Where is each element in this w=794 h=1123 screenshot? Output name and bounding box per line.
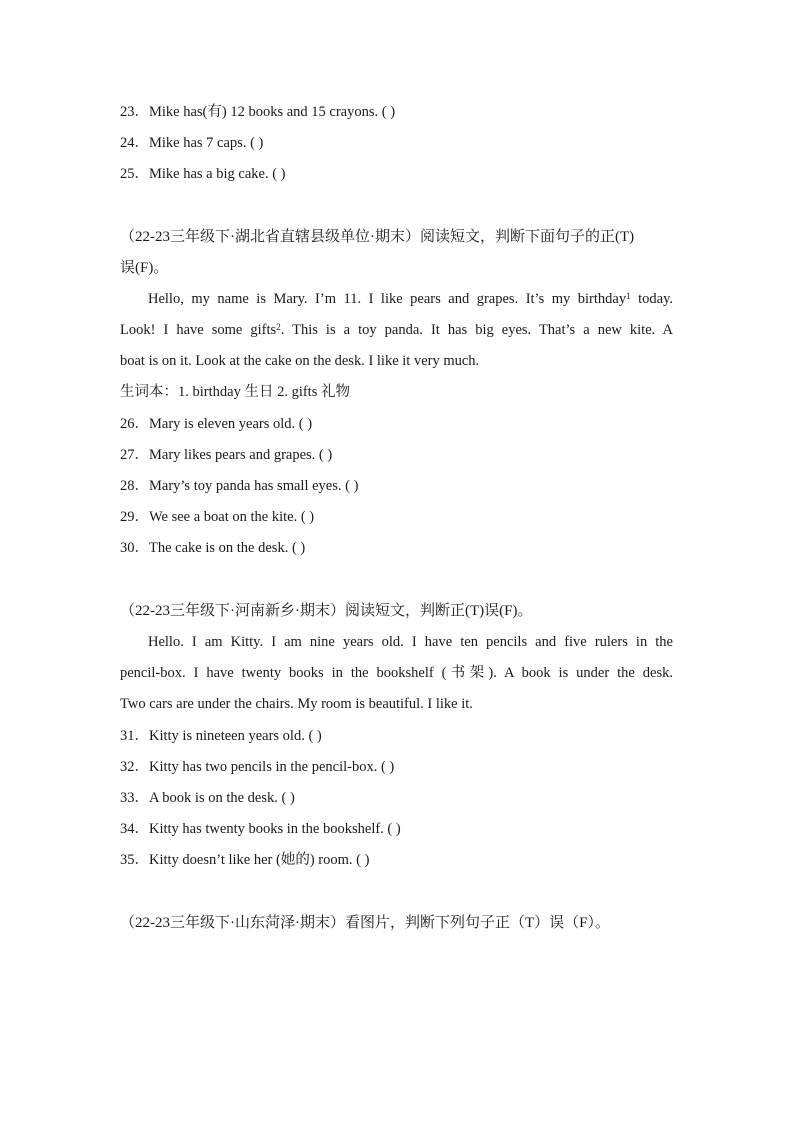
footnote-2: 2 [276,322,281,332]
section2-heading-line2: 误(F)。 [120,260,169,276]
question-34: 34．Kitty has twenty books in the bookshelf. ( ) [120,821,401,837]
passage-kitty-line1: Hello. I am Kitty. I am nine years old. I have ten pencils and five rulers in the [148,634,673,650]
question-25: 25．Mike has a big cake. ( ) [120,166,286,182]
question-26: 26．Mary is eleven years old. ( ) [120,416,313,432]
passage-kitty-line3: Two cars are under the chairs. My room is beautiful. I like it. [120,696,473,712]
section4-heading: （22-23三年级下·山东菏泽·期末）看图片，判断下列句子正（T）误（F）。 [120,915,610,931]
passage-mary-line1: Hello, my name is Mary. I’m 11. I like pears and grapes. It’s my birthday$^1$ today. [148,291,673,307]
footnote-1: 1 [626,291,631,301]
question-32: 32．Kitty has two pencils in the pencil-box. ( ) [120,759,395,775]
glossary: 生词本：1. birthday 生日 2. gifts 礼物 [120,384,350,400]
passage-kitty-line2: pencil-box. I have twenty books in the bookshelf (书架). A book is under the desk. [120,665,673,681]
question-24: 24．Mike has 7 caps. ( ) [120,135,264,151]
question-35: 35．Kitty doesn’t like her (她的) room. ( ) [120,852,370,868]
question-27: 27．Mary likes pears and grapes. ( ) [120,447,333,463]
question-23: 23．Mike has(有) 12 books and 15 crayons. ( ) [120,104,396,120]
question-33: 33．A book is on the desk. ( ) [120,790,295,806]
question-31: 31．Kitty is nineteen years old. ( ) [120,728,322,744]
question-30: 30．The cake is on the desk. ( ) [120,540,306,556]
question-29: 29．We see a boat on the kite. ( ) [120,509,315,525]
section3-heading: （22-23三年级下·河南新乡·期末）阅读短文，判断正(T)误(F)。 [120,603,533,619]
passage-mary-line3: boat is on it. Look at the cake on the desk. I like it very much. [120,353,480,369]
passage-mary-line2: Look! I have some gifts$^2$. This is a toy panda. It has big eyes. That’s a new kite. A [120,322,673,338]
question-28: 28．Mary’s toy panda has small eyes. ( ) [120,478,359,494]
section2-heading-line1: （22-23三年级下·湖北省直辖县级单位·期末）阅读短文，判断下面句子的正(T) [120,229,635,245]
